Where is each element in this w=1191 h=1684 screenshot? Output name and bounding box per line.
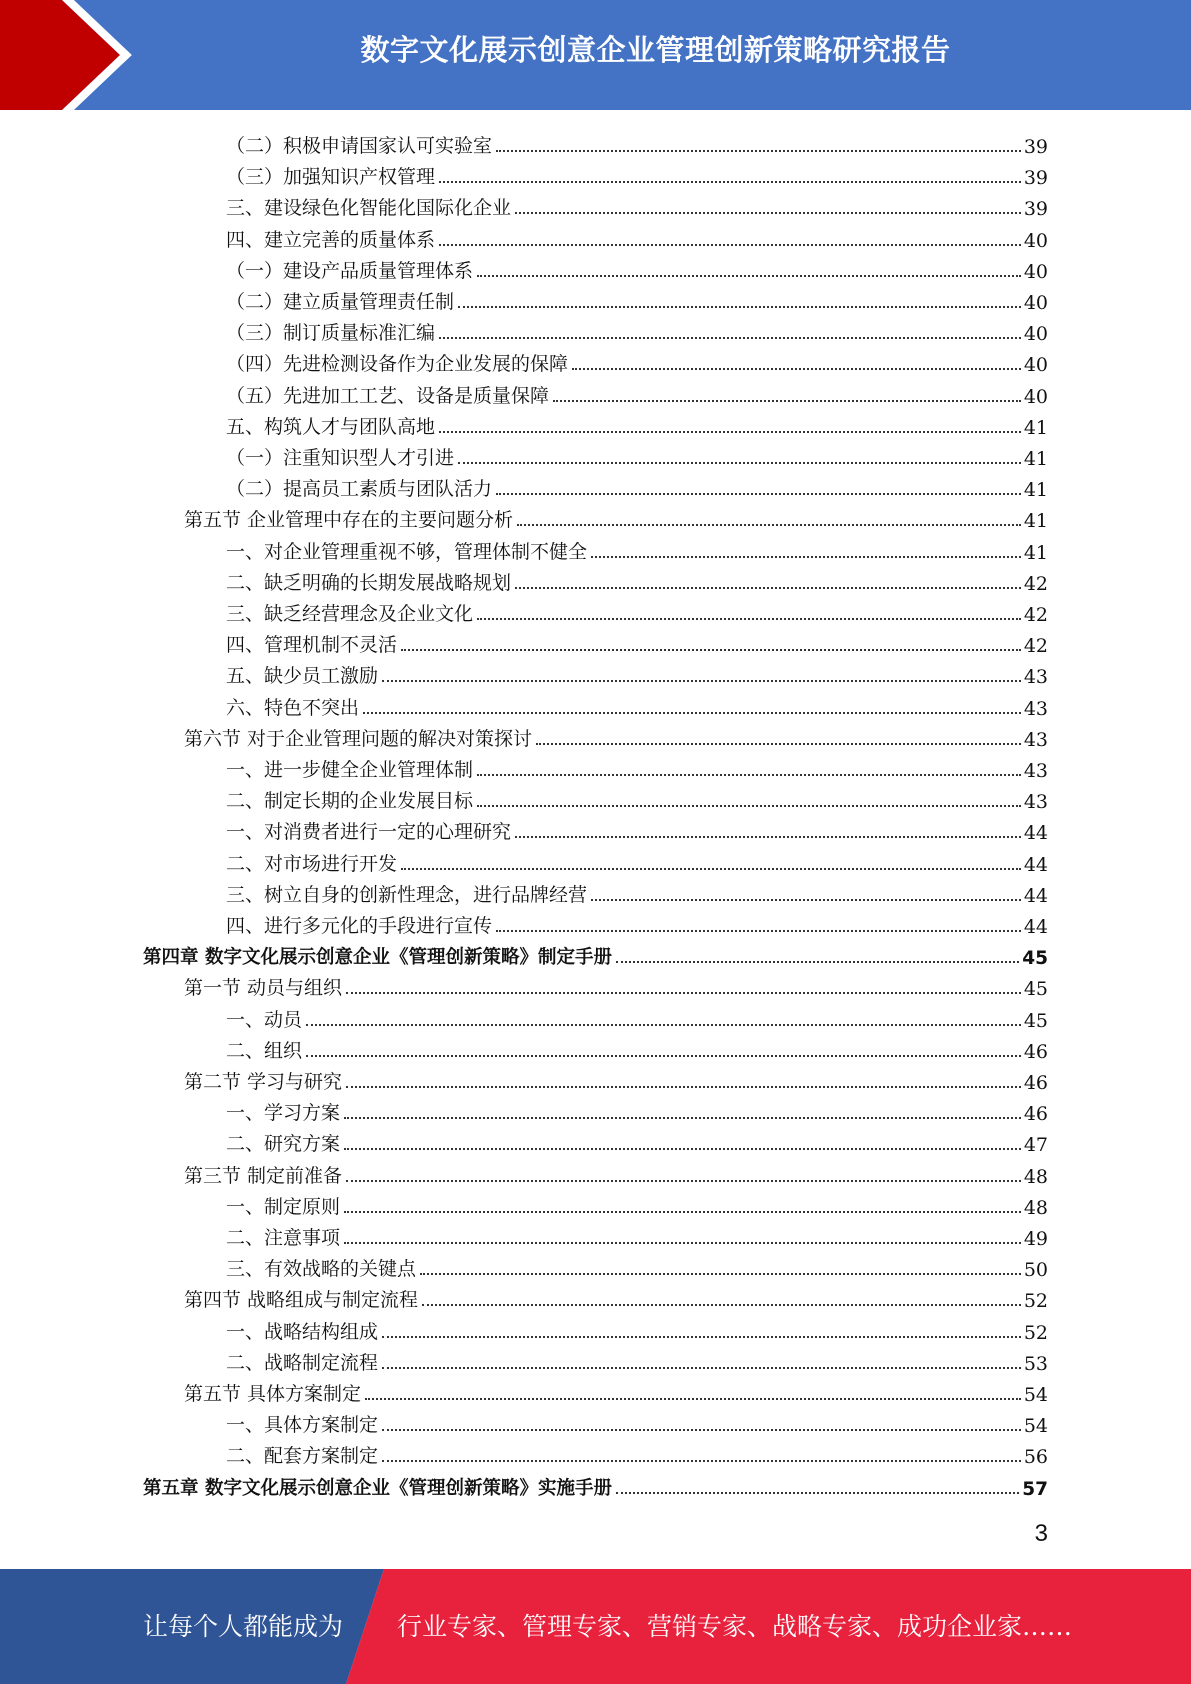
- toc-leader-dots: [382, 1367, 1021, 1369]
- toc-leader-dots: [515, 587, 1021, 589]
- toc-leader-dots: [591, 556, 1021, 558]
- toc-leader-dots: [536, 743, 1021, 745]
- toc-leader-dots: [439, 244, 1021, 246]
- toc-entry[interactable]: [226, 127, 1048, 158]
- toc-entry-page: 54: [1023, 1415, 1048, 1438]
- toc-leader-dots: [477, 275, 1021, 277]
- toc-entry-page: 42: [1023, 572, 1048, 595]
- toc-entry-page: 44: [1023, 853, 1048, 876]
- toc-leader-dots: [553, 400, 1021, 402]
- toc-entry[interactable]: [143, 1469, 1048, 1500]
- toc-entry-label: 第五章 数字文化展示创意企业《管理创新策略》实施手册: [143, 1477, 612, 1499]
- page-footer: [0, 1569, 1191, 1684]
- toc-entry[interactable]: [226, 189, 1048, 220]
- toc-entry-label: 一、战略结构组成: [226, 1320, 379, 1343]
- toc-leader-dots: [517, 524, 1021, 526]
- toc-entry[interactable]: [226, 408, 1048, 439]
- toc-entry-page: 54: [1023, 1384, 1048, 1406]
- toc-entry-label: （三）制订质量标准汇编: [226, 322, 436, 345]
- toc-entry-page: 40: [1023, 385, 1048, 408]
- toc-entry-label: 二、组织: [226, 1039, 303, 1062]
- toc-entry-label: 第五节 企业管理中存在的主要问题分析: [184, 509, 514, 532]
- toc-entry-label: （三）加强知识产权管理: [226, 166, 436, 189]
- toc-leader-dots: [616, 961, 1019, 963]
- toc-entry[interactable]: [184, 1157, 1048, 1188]
- toc-leader-dots: [515, 212, 1021, 214]
- toc-leader-dots: [306, 1024, 1021, 1026]
- toc-entry-label: 二、注意事项: [226, 1227, 341, 1249]
- toc-entry[interactable]: [226, 1032, 1048, 1063]
- toc-entry-page: 40: [1023, 354, 1048, 377]
- toc-entry[interactable]: [184, 1375, 1048, 1406]
- toc-entry-page: 40: [1023, 292, 1048, 314]
- toc-leader-dots: [422, 1304, 1021, 1306]
- toc-entry-label: 二、配套方案制定: [226, 1445, 379, 1468]
- toc-entry-page: 43: [1023, 666, 1048, 689]
- toc-leader-dots: [496, 150, 1021, 152]
- toc-entry-page: 56: [1023, 1446, 1048, 1469]
- toc-entry-label: 一、制定原则: [226, 1195, 341, 1218]
- toc-entry[interactable]: [226, 564, 1048, 595]
- toc-leader-dots: [382, 680, 1021, 682]
- toc-entry-page: 40: [1023, 260, 1048, 283]
- toc-leader-dots: [344, 1211, 1021, 1213]
- toc-entry-label: 五、构筑人才与团队高地: [226, 415, 436, 438]
- toc-entry-page: 53: [1023, 1352, 1048, 1375]
- toc-entry-label: （二）提高员工素质与团队活力: [226, 478, 493, 501]
- toc-entry[interactable]: [226, 751, 1048, 782]
- toc-leader-dots: [344, 1117, 1021, 1119]
- toc-entry-page: 41: [1023, 416, 1048, 439]
- toc-entry-page: 44: [1023, 822, 1048, 845]
- toc-entry-label: 一、学习方案: [226, 1102, 341, 1125]
- toc-leader-dots: [346, 992, 1021, 994]
- toc-entry-label: 二、研究方案: [226, 1133, 341, 1156]
- toc-entry[interactable]: [184, 1063, 1048, 1094]
- toc-entry[interactable]: [184, 720, 1048, 751]
- page-number: 3: [1034, 1520, 1048, 1547]
- toc-entry[interactable]: [184, 1281, 1048, 1312]
- toc-entry-page: 40: [1023, 229, 1048, 252]
- toc-leader-dots: [616, 1492, 1019, 1494]
- red-chevron-icon: [0, 0, 160, 110]
- toc-entry-label: 二、对市场进行开发: [226, 852, 398, 875]
- toc-entry-label: （五）先进加工工艺、设备是质量保障: [226, 384, 550, 407]
- toc-entry-label: 第六节 对于企业管理问题的解决对策探讨: [184, 727, 533, 750]
- toc-leader-dots: [382, 1429, 1021, 1431]
- toc-entry-page: 39: [1023, 198, 1048, 221]
- toc-entry-page: 52: [1023, 1321, 1048, 1344]
- toc-entry-label: 三、有效战略的关键点: [226, 1258, 417, 1281]
- toc-leader-dots: [496, 493, 1021, 495]
- toc-leader-dots: [496, 930, 1021, 932]
- toc-entry-label: 四、建立完善的质量体系: [226, 228, 436, 251]
- toc-entry-label: 二、缺乏明确的长期发展战略规划: [226, 571, 512, 594]
- toc-entry[interactable]: [226, 1188, 1048, 1219]
- toc-entry-page: 42: [1023, 635, 1048, 658]
- toc-entry-page: 40: [1023, 323, 1048, 346]
- toc-entry-label: （二）积极申请国家认可实验室: [226, 135, 493, 157]
- toc-leader-dots: [439, 431, 1021, 433]
- toc-entry[interactable]: [226, 1219, 1048, 1250]
- toc-entry-label: 三、树立自身的创新性理念，进行品牌经营: [226, 883, 588, 906]
- toc-entry-label: 二、制定长期的企业发展目标: [226, 790, 474, 813]
- toc-entry[interactable]: [226, 221, 1048, 252]
- toc-entry-page: 45: [1023, 978, 1048, 1001]
- toc-entry-label: 一、对消费者进行一定的心理研究: [226, 821, 512, 844]
- toc-entry-page: 46: [1023, 1072, 1048, 1094]
- toc-entry-label: （四）先进检测设备作为企业发展的保障: [226, 353, 569, 376]
- toc-entry[interactable]: [226, 283, 1048, 314]
- toc-entry-page: 41: [1023, 448, 1048, 470]
- toc-leader-dots: [591, 899, 1021, 901]
- toc-entry[interactable]: [226, 158, 1048, 189]
- toc-entry-page: 43: [1023, 791, 1048, 814]
- document-title: 数字文化展示创意企业管理创新策略研究报告: [360, 33, 951, 67]
- toc-entry[interactable]: [226, 1406, 1048, 1437]
- toc-leader-dots: [346, 1086, 1021, 1088]
- toc-entry[interactable]: [226, 657, 1048, 688]
- toc-entry[interactable]: [143, 938, 1048, 969]
- toc-entry-label: 五、缺少员工激励: [226, 665, 379, 688]
- toc-leader-dots: [344, 1242, 1021, 1244]
- toc-entry-label: 四、进行多元化的手段进行宣传: [226, 915, 493, 937]
- toc-entry-label: 第三节 制定前准备: [184, 1164, 343, 1187]
- toc-leader-dots: [477, 805, 1021, 807]
- toc-leader-dots: [515, 836, 1021, 838]
- toc-entry-label: 六、特色不突出: [226, 696, 360, 719]
- page-header: [0, 0, 1191, 110]
- toc-entry-page: 43: [1023, 697, 1048, 720]
- toc-entry[interactable]: [226, 345, 1048, 376]
- toc-entry[interactable]: [226, 689, 1048, 720]
- toc-entry-page: 42: [1023, 604, 1048, 626]
- toc-leader-dots: [401, 649, 1021, 651]
- toc-entry[interactable]: [226, 1437, 1048, 1468]
- toc-entry[interactable]: [226, 1344, 1048, 1375]
- toc-leader-dots: [306, 1055, 1021, 1057]
- toc-entry-page: 49: [1023, 1228, 1048, 1250]
- toc-leader-dots: [572, 368, 1021, 370]
- toc-entry-label: 第四节 战略组成与制定流程: [184, 1289, 419, 1312]
- toc-entry[interactable]: [184, 501, 1048, 532]
- toc-entry[interactable]: [226, 1250, 1048, 1281]
- toc-entry-label: （一）注重知识型人才引进: [226, 447, 455, 469]
- toc-entry-page: 41: [1023, 541, 1048, 564]
- toc-entry-page: 48: [1023, 1196, 1048, 1219]
- toc-leader-dots: [363, 712, 1021, 714]
- toc-leader-dots: [344, 1148, 1021, 1150]
- toc-entry-page: 41: [1023, 510, 1048, 533]
- toc-entry-page: 46: [1023, 1040, 1048, 1063]
- toc-entry-page: 57: [1022, 1478, 1048, 1500]
- toc-entry-label: 一、具体方案制定: [226, 1414, 379, 1437]
- toc-leader-dots: [382, 1460, 1021, 1462]
- toc-entry[interactable]: [226, 377, 1048, 408]
- toc-leader-dots: [420, 1273, 1021, 1275]
- toc-entry-label: （一）建设产品质量管理体系: [226, 259, 474, 282]
- footer-slogan-right: 行业专家、管理专家、营销专家、战略专家、成功企业家……: [397, 1612, 1073, 1641]
- toc-entry[interactable]: [226, 1001, 1048, 1032]
- toc-entry-page: 48: [1023, 1165, 1048, 1188]
- toc-entry-label: 一、进一步健全企业管理体制: [226, 759, 474, 781]
- toc-entry-label: 第五节 具体方案制定: [184, 1383, 362, 1405]
- toc-entry-page: 44: [1023, 884, 1048, 907]
- toc-entry[interactable]: [226, 876, 1048, 907]
- toc-entry-page: 43: [1023, 728, 1048, 751]
- toc-entry-label: 第一节 动员与组织: [184, 977, 343, 1000]
- toc-leader-dots: [382, 1336, 1021, 1338]
- toc-entry-page: 41: [1023, 479, 1048, 502]
- toc-entry-page: 52: [1023, 1290, 1048, 1313]
- toc-entry[interactable]: [226, 470, 1048, 501]
- toc-leader-dots: [401, 868, 1021, 870]
- toc-entry[interactable]: [226, 782, 1048, 813]
- toc-entry-page: 45: [1023, 1009, 1048, 1032]
- toc-entry-page: 50: [1023, 1259, 1048, 1282]
- toc-leader-dots: [365, 1398, 1021, 1400]
- toc-entry[interactable]: [226, 314, 1048, 345]
- toc-entry[interactable]: [226, 533, 1048, 564]
- toc-entry[interactable]: [226, 1094, 1048, 1125]
- toc-leader-dots: [346, 1180, 1021, 1182]
- toc-entry-page: 46: [1023, 1103, 1048, 1126]
- toc-entry-page: 39: [1023, 136, 1048, 158]
- toc-leader-dots: [477, 774, 1021, 776]
- toc-leader-dots: [458, 462, 1021, 464]
- toc-entry-label: 四、管理机制不灵活: [226, 634, 398, 657]
- toc-entry[interactable]: [226, 813, 1048, 844]
- toc-entry-label: 三、缺乏经营理念及企业文化: [226, 603, 474, 625]
- toc-leader-dots: [477, 618, 1021, 620]
- toc-entry-label: 第四章 数字文化展示创意企业《管理创新策略》制定手册: [143, 947, 612, 969]
- toc-entry-page: 47: [1023, 1134, 1048, 1157]
- toc-entry-page: 39: [1023, 167, 1048, 190]
- toc-entry[interactable]: [226, 845, 1048, 876]
- toc-entry-label: 一、对企业管理重视不够，管理体制不健全: [226, 540, 588, 563]
- toc-entry-page: 43: [1023, 760, 1048, 782]
- toc-entry[interactable]: [184, 969, 1048, 1000]
- toc-entry[interactable]: [226, 595, 1048, 626]
- toc-entry[interactable]: [226, 439, 1048, 470]
- toc-entry[interactable]: [226, 1313, 1048, 1344]
- toc-entry-label: 三、建设绿色化智能化国际化企业: [226, 197, 512, 220]
- toc-entry-label: 第二节 学习与研究: [184, 1071, 343, 1093]
- toc-leader-dots: [439, 181, 1021, 183]
- toc-leader-dots: [439, 337, 1021, 339]
- toc-entry-page: 44: [1023, 916, 1048, 938]
- footer-slogan-left: 让每个人都能成为: [143, 1612, 344, 1641]
- toc-entry-label: 一、动员: [226, 1008, 303, 1031]
- toc-entry-page: 45: [1022, 948, 1048, 970]
- toc-entry[interactable]: [226, 907, 1048, 938]
- toc-entry[interactable]: [226, 1125, 1048, 1156]
- toc-entry[interactable]: [226, 626, 1048, 657]
- toc-leader-dots: [458, 306, 1021, 308]
- toc-entry[interactable]: [226, 252, 1048, 283]
- toc-entry-label: （二）建立质量管理责任制: [226, 291, 455, 313]
- toc-entry-label: 二、战略制定流程: [226, 1351, 379, 1374]
